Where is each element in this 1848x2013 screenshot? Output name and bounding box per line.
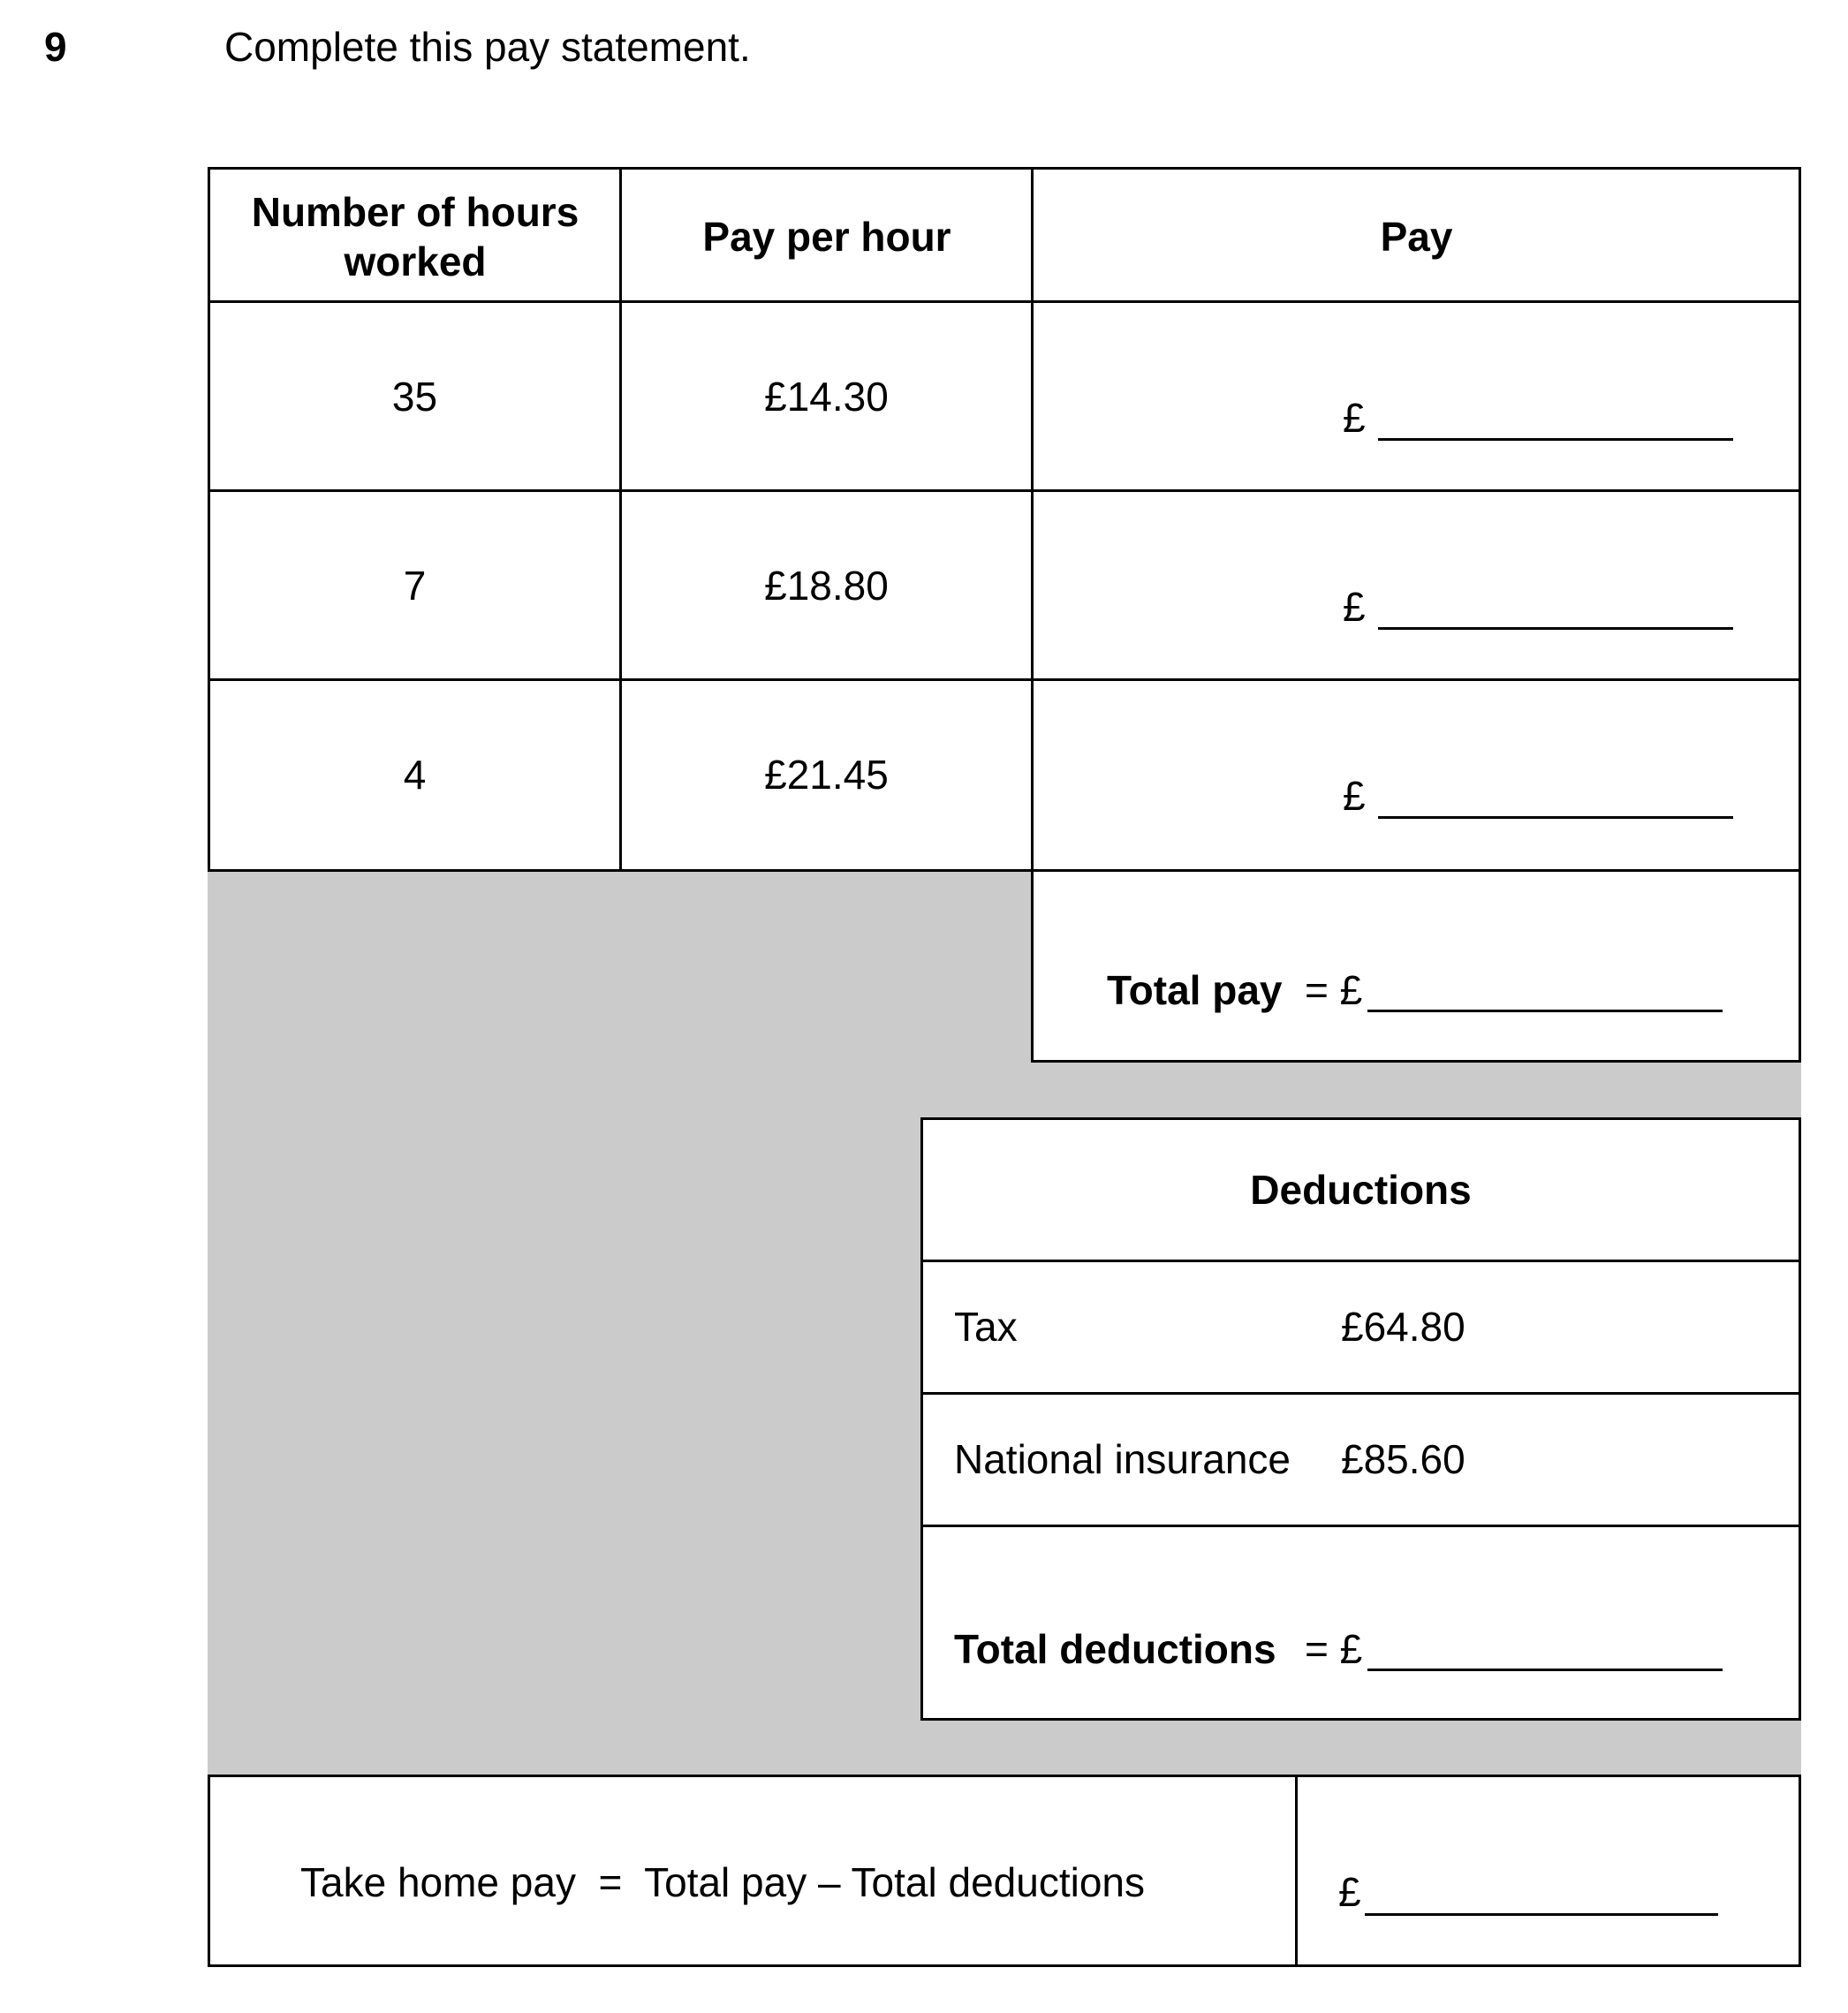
row-3-pay-currency: £ [1343,773,1366,819]
deductions-header-divider [920,1260,1801,1262]
national-insurance-label: National insurance [954,1436,1291,1482]
deductions-row-divider-2 [920,1525,1801,1527]
total-deductions-label: Total deductions [954,1626,1276,1672]
total-pay-answer-line[interactable] [1367,1010,1723,1012]
row-1-pay-answer-line[interactable] [1378,438,1733,441]
take-home-answer-line[interactable] [1365,1913,1718,1916]
tax-amount: £64.80 [1341,1304,1466,1350]
question-instruction: Complete this pay statement. [224,24,751,70]
deductions-title: Deductions [1250,1167,1472,1213]
take-home-currency: £ [1338,1869,1361,1915]
tax-label: Tax [954,1304,1018,1350]
total-pay-label: Total pay [1107,967,1283,1013]
total-pay-equals: = £ [1305,967,1363,1013]
header-pay: Pay [1380,214,1453,260]
row-1-hours: 35 [391,373,438,420]
row-2-pay-currency: £ [1343,584,1366,630]
row-3-hours: 4 [403,751,427,798]
row-2-rate: £18.80 [764,562,889,609]
header-hours: Number of hours worked [251,189,579,284]
take-home-formula: Take home pay = Total pay – Total deductions [300,1859,1145,1905]
header-rate: Pay per hour [702,214,951,260]
take-home-divider [1295,1775,1298,1967]
row-1-rate: £14.30 [764,373,889,420]
total-deductions-equals: = £ [1305,1626,1363,1672]
column-divider-2 [1031,167,1034,872]
row-3-rate: £21.45 [764,751,889,798]
question-number: 9 [44,24,67,70]
deductions-row-divider-1 [920,1392,1801,1395]
total-deductions-answer-line[interactable] [1367,1669,1723,1671]
row-2-pay-answer-line[interactable] [1378,627,1733,630]
row-3-pay-answer-line[interactable] [1378,816,1733,819]
row-2-hours: 7 [403,562,427,609]
row-1-pay-currency: £ [1343,395,1366,441]
national-insurance-amount: £85.60 [1341,1436,1466,1482]
